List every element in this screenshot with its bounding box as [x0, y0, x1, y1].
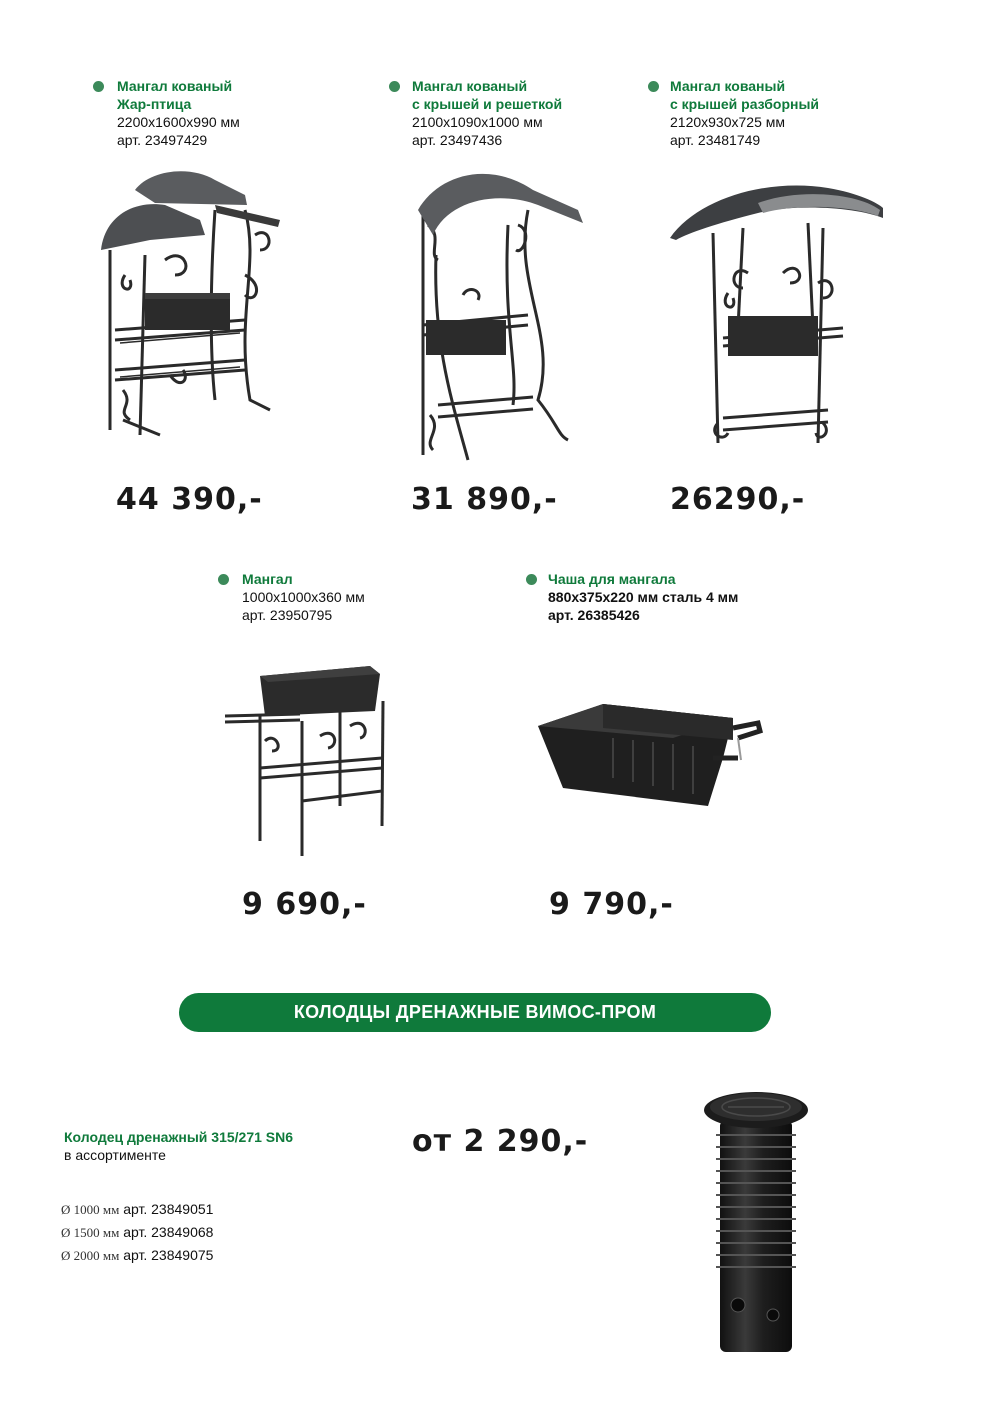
list-item	[61, 1198, 213, 1221]
product-article: арт. 23497429	[117, 132, 208, 148]
well-price: от 2 290,-	[412, 1124, 589, 1159]
product-info	[242, 570, 365, 624]
product-title-line2: с крышей разборный	[670, 96, 820, 112]
grill-roof-collapsible-image	[668, 178, 886, 450]
variant-article: арт. 23849051	[123, 1201, 214, 1217]
grill-bowl-image	[533, 698, 765, 810]
product-article: арт. 23497436	[412, 132, 503, 148]
variant-diameter: Ø 1000 мм	[61, 1202, 120, 1217]
product-title-line2: с крышей и решеткой	[412, 96, 563, 112]
drainage-well-image	[698, 1090, 810, 1362]
bullet-dot-icon	[648, 81, 659, 92]
well-variants-list	[61, 1198, 213, 1267]
variant-diameter: Ø 2000 мм	[61, 1248, 120, 1263]
product-price: 44 390,-	[116, 482, 263, 517]
product-title: Мангал кованый	[670, 78, 786, 94]
product-dimensions: 1000x1000x360 мм	[242, 589, 365, 605]
product-dimensions: 880x375x220 мм сталь 4 мм	[548, 589, 739, 605]
grill-simple-image	[220, 656, 390, 861]
product-info	[548, 570, 738, 624]
product-price: 26290,-	[670, 482, 806, 517]
well-subtitle: в ассортименте	[64, 1147, 166, 1163]
product-info	[412, 77, 562, 149]
bullet-dot-icon	[389, 81, 400, 92]
grill-roof-grate-image	[408, 165, 588, 465]
variant-article: арт. 23849075	[123, 1247, 214, 1263]
product-article: арт. 23950795	[242, 607, 333, 623]
product-dimensions: 2120x930x725 мм	[670, 114, 786, 130]
list-item	[61, 1221, 213, 1244]
product-title: Мангал кованый	[117, 78, 233, 94]
product-price: 31 890,-	[411, 482, 558, 517]
product-dimensions: 2100x1090x1000 мм	[412, 114, 543, 130]
product-price: 9 790,-	[549, 887, 674, 922]
product-article: арт. 23481749	[670, 132, 761, 148]
product-title: Мангал кованый	[412, 78, 528, 94]
bullet-dot-icon	[526, 574, 537, 585]
grill-zhar-ptitsa-image	[95, 165, 290, 440]
product-price: 9 690,-	[242, 887, 367, 922]
bullet-dot-icon	[93, 81, 104, 92]
product-title-line2: Жар-птица	[117, 96, 192, 112]
variant-article: арт. 23849068	[123, 1224, 214, 1240]
product-article: арт. 26385426	[548, 607, 640, 623]
bullet-dot-icon	[218, 574, 229, 585]
product-title: Чаша для мангала	[548, 571, 676, 587]
well-title: Колодец дренажный 315/271 SN6	[64, 1129, 294, 1145]
variant-diameter: Ø 1500 мм	[61, 1225, 120, 1240]
product-title: Мангал	[242, 571, 293, 587]
product-dimensions: 2200x1600x990 мм	[117, 114, 240, 130]
product-info	[670, 77, 819, 149]
product-info	[117, 77, 240, 149]
well-info	[64, 1128, 293, 1164]
section-banner: КОЛОДЦЫ ДРЕНАЖНЫЕ ВИМОС-ПРОМ	[179, 993, 771, 1032]
list-item	[61, 1244, 213, 1267]
